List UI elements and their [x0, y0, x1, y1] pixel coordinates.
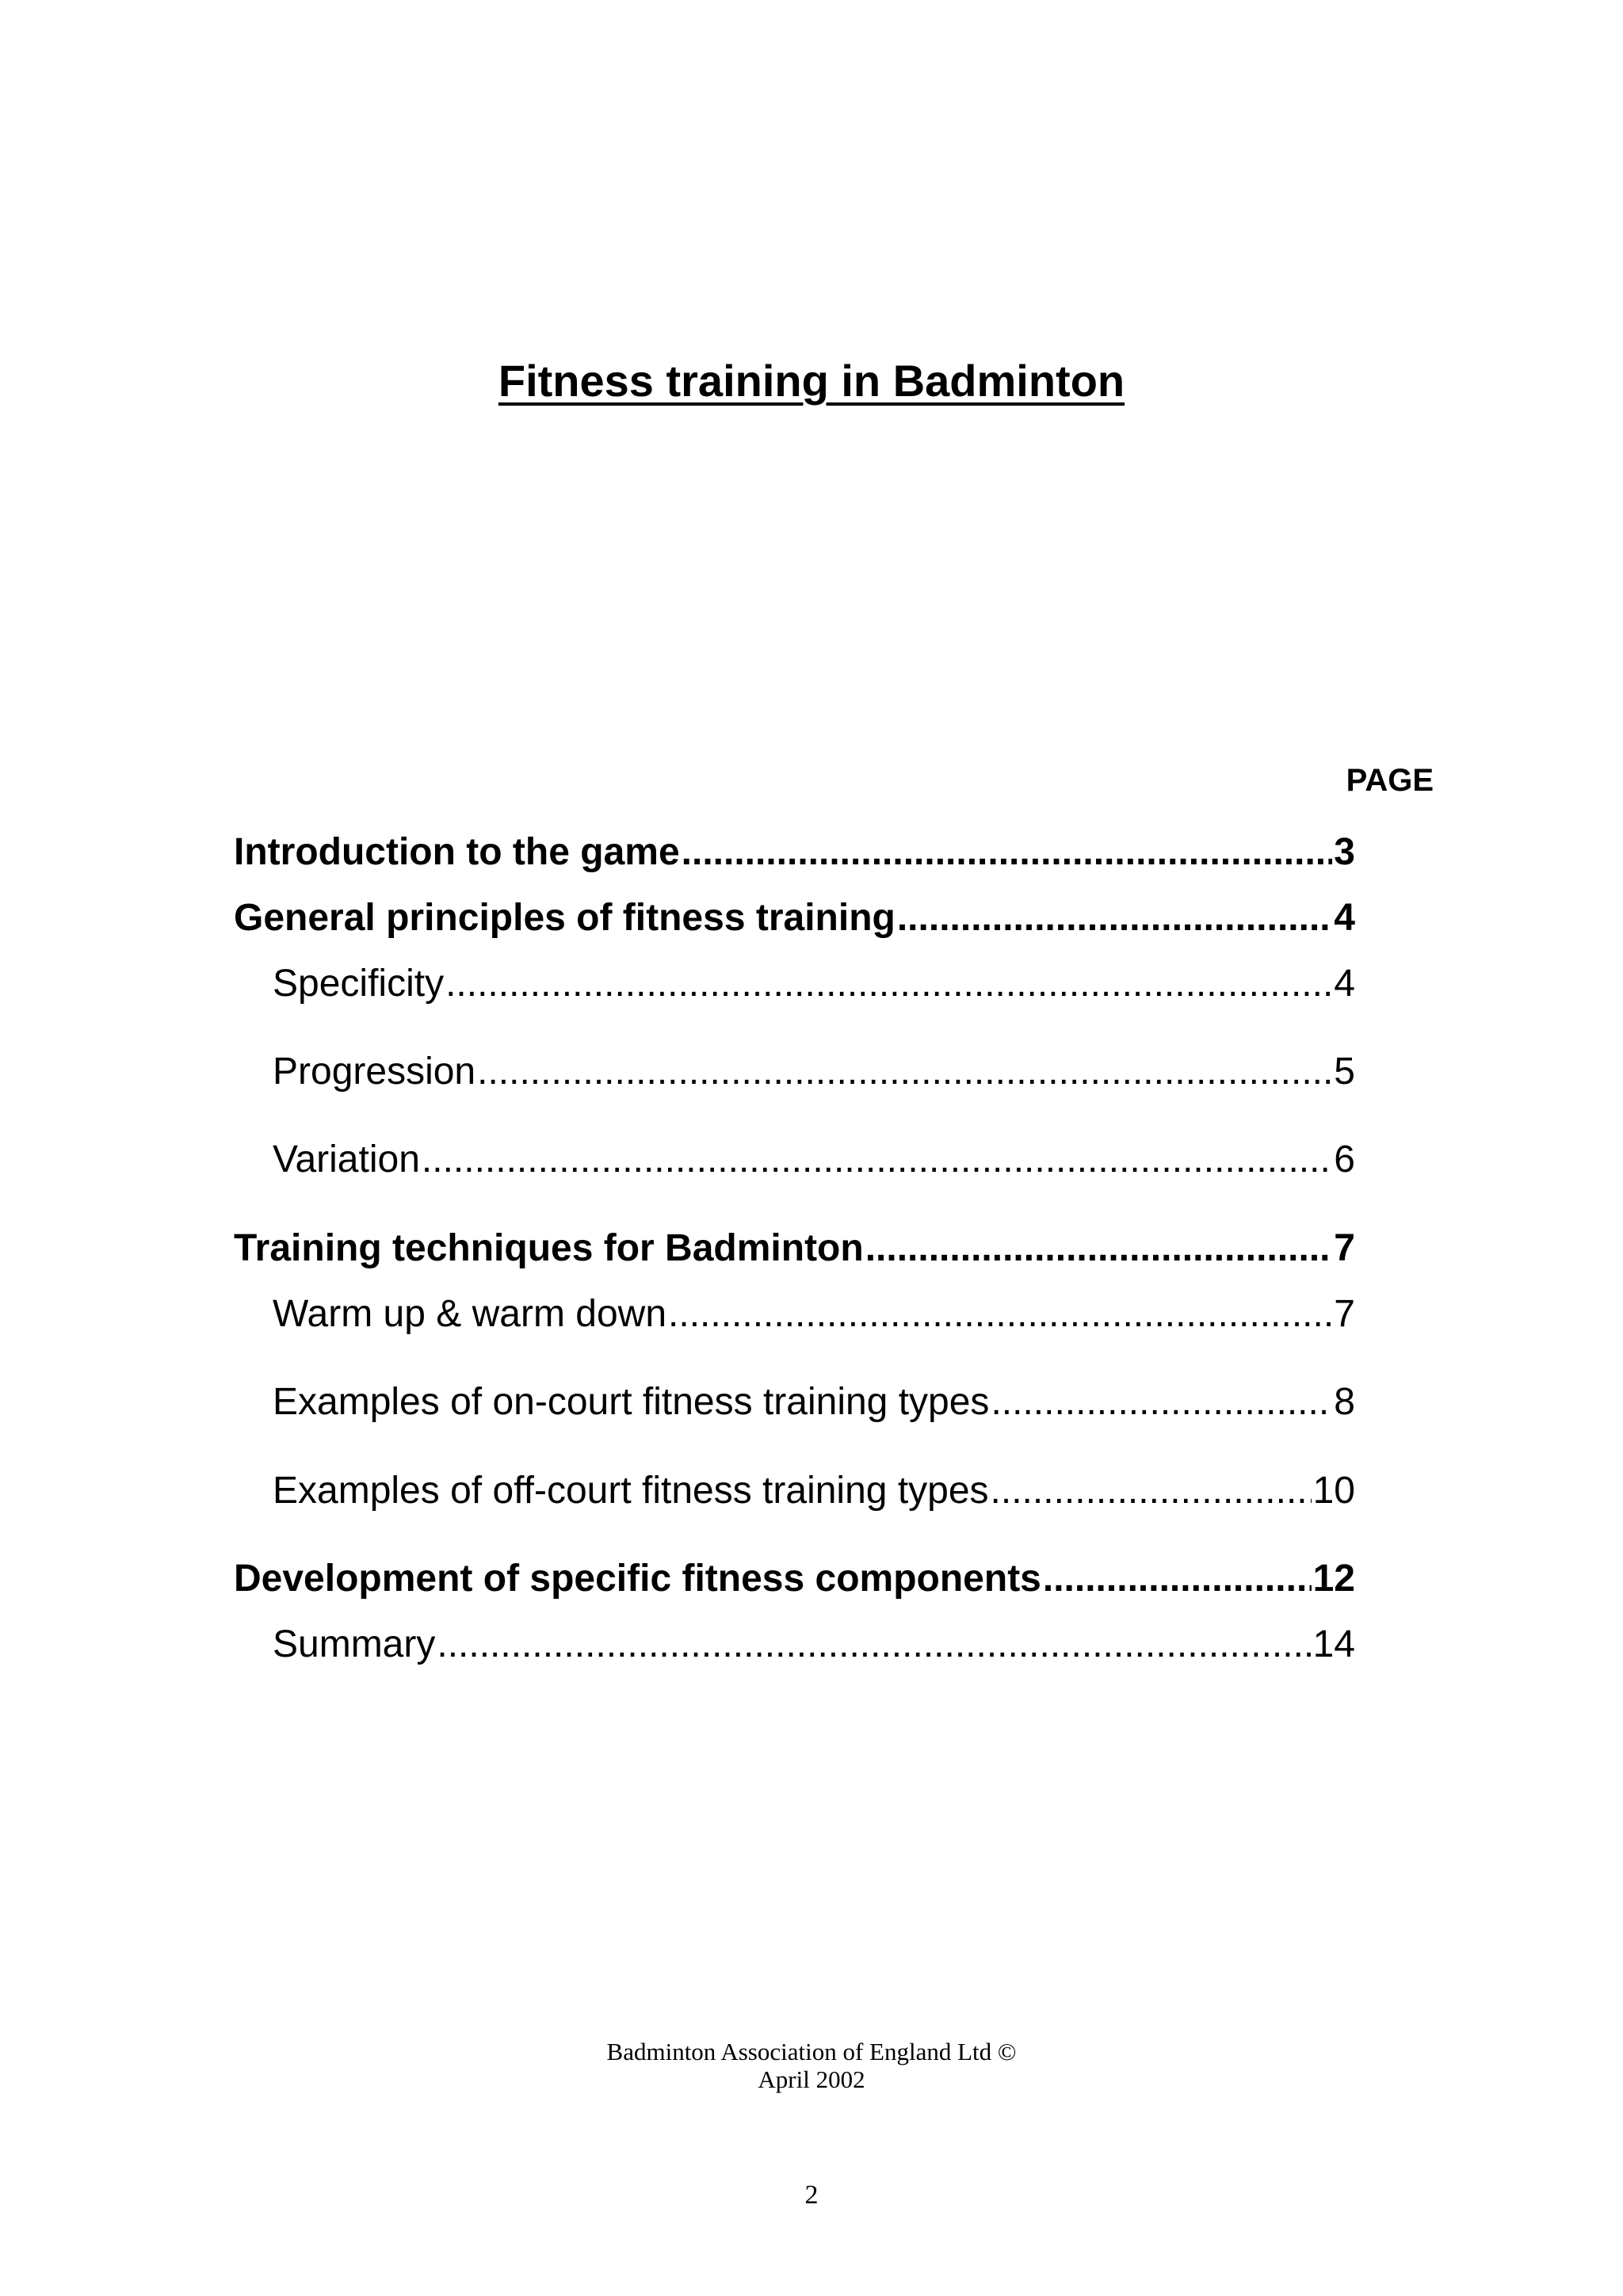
toc-entry-page: 14 [1312, 1623, 1355, 1665]
toc-dot-leader [437, 1621, 1311, 1669]
toc-entry-label: Variation [273, 1138, 420, 1180]
toc-entry-label: Examples of off-court fitness training types [273, 1470, 989, 1512]
toc-entry-development-components[interactable] [234, 1555, 1355, 1603]
toc-entry-label: General principles of fitness training [234, 897, 896, 939]
toc-entry-variation[interactable] [273, 1136, 1355, 1184]
toc-entry-specificity[interactable] [273, 960, 1355, 1008]
toc-entry-label: Training techniques for Badminton [234, 1227, 864, 1269]
toc-entry-label: Summary [273, 1623, 436, 1665]
toc-entry-off-court-examples[interactable] [273, 1467, 1355, 1515]
toc-dot-leader [991, 1467, 1312, 1515]
toc-entry-general-principles[interactable] [234, 894, 1355, 942]
document-title: Fitness training in Badminton [498, 356, 1125, 406]
footer-date: April 2002 [758, 2065, 865, 2093]
toc-dot-leader [445, 960, 1332, 1008]
toc-entry-training-techniques[interactable] [234, 1225, 1355, 1272]
toc-entry-page: 7 [1334, 1227, 1355, 1269]
toc-entry-on-court-examples[interactable] [273, 1379, 1355, 1426]
toc-entry-page: 5 [1334, 1051, 1355, 1093]
footer-copyright: Badminton Association of England Ltd © [606, 2038, 1017, 2065]
toc-entry-page: 8 [1334, 1381, 1355, 1423]
toc-entry-page: 4 [1334, 963, 1355, 1005]
toc-entry-page: 12 [1312, 1558, 1355, 1600]
toc-dot-leader [682, 829, 1333, 876]
toc-dot-leader [668, 1291, 1332, 1338]
toc-dot-leader [897, 894, 1332, 942]
toc-dot-leader [865, 1225, 1333, 1272]
page-column-label: PAGE [1346, 763, 1434, 798]
toc-entry-page: 10 [1312, 1470, 1355, 1512]
toc-entry-summary[interactable] [273, 1621, 1355, 1669]
toc-entry-progression[interactable] [273, 1048, 1355, 1096]
toc-entry-label: Introduction to the game [234, 831, 680, 873]
toc-entry-warm-up[interactable] [273, 1291, 1355, 1338]
toc-dot-leader [991, 1379, 1332, 1426]
toc-entry-label: Progression [273, 1051, 476, 1093]
toc-entry-label: Specificity [273, 963, 445, 1005]
page-number: 2 [804, 2180, 819, 2210]
toc-entry-page: 3 [1334, 831, 1355, 873]
toc-entry-page: 4 [1334, 897, 1355, 939]
toc-entry-page: 6 [1334, 1138, 1355, 1180]
toc-dot-leader [477, 1048, 1332, 1096]
toc-dot-leader [422, 1136, 1332, 1184]
toc-entry-label: Warm up & warm down [273, 1293, 667, 1335]
toc-dot-leader [1043, 1555, 1312, 1603]
toc-entry-page: 7 [1334, 1293, 1355, 1335]
toc-entry-label: Examples of on-court fitness training types [273, 1381, 990, 1423]
toc-entry-introduction[interactable] [234, 829, 1355, 876]
toc-entry-label: Development of specific fitness components [234, 1558, 1041, 1600]
